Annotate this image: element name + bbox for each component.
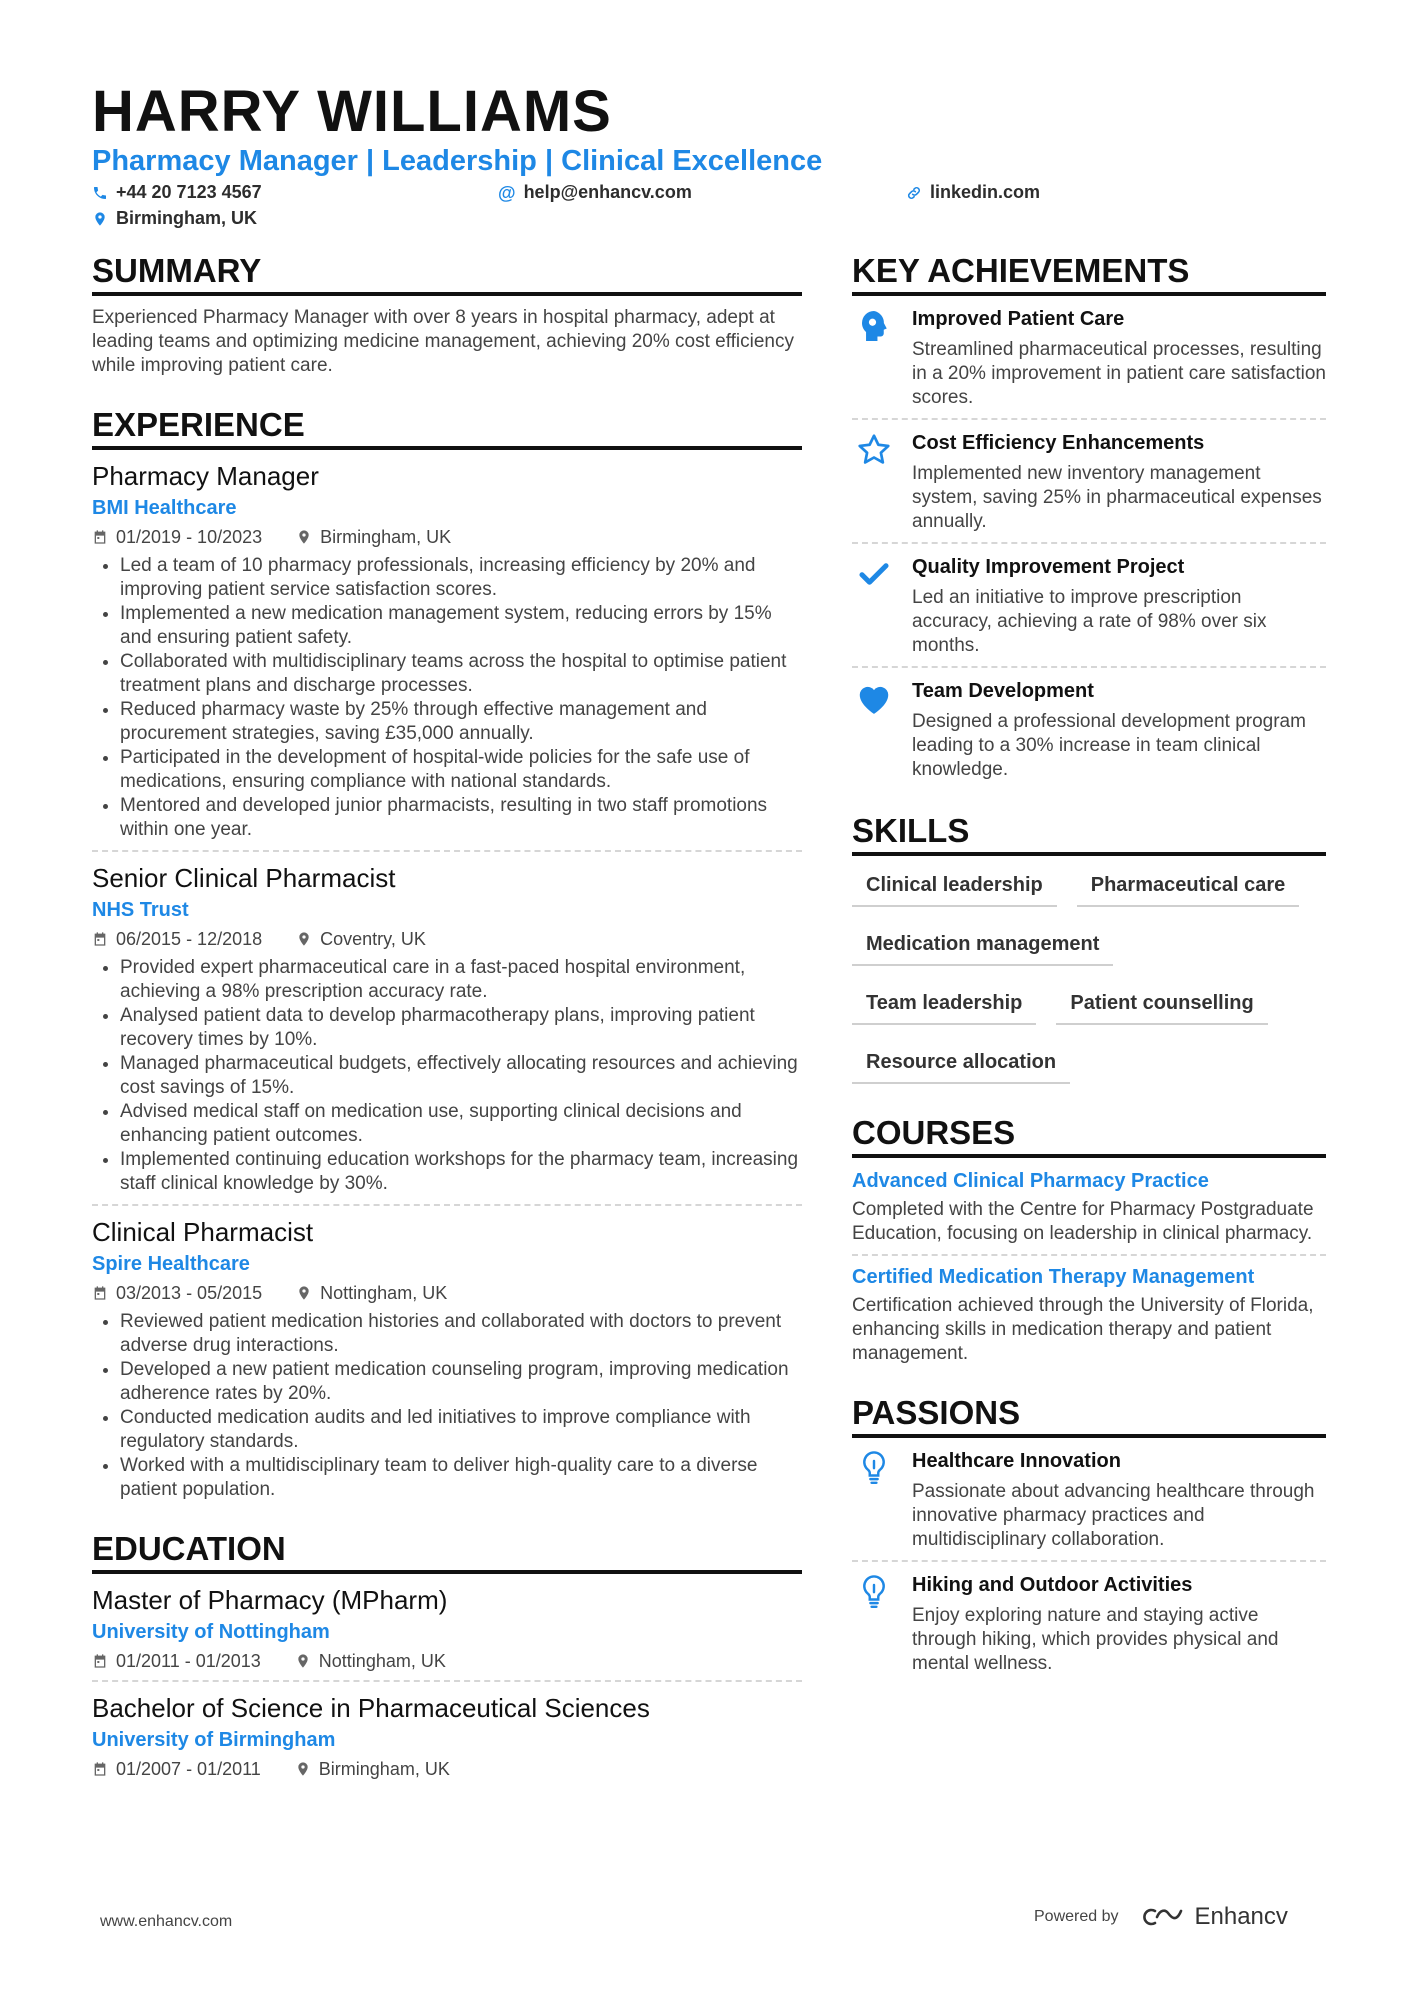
- education-location: Birmingham, UK: [318, 1759, 450, 1779]
- company-name: Spire Healthcare: [92, 1253, 250, 1275]
- achievement-item: [852, 296, 1326, 418]
- education-section: [92, 1530, 802, 1780]
- location-pin-icon: [295, 1761, 311, 1777]
- star-icon: [856, 432, 892, 468]
- education-dates: 01/2007 - 01/2011: [116, 1759, 261, 1779]
- job-title: Clinical Pharmacist: [92, 1217, 314, 1247]
- job-location: Birmingham, UK: [320, 527, 452, 547]
- job-meta: [92, 1282, 802, 1304]
- achievement-title: Cost Efficiency Enhancements: [912, 432, 1205, 454]
- company-name: BMI Healthcare: [92, 497, 237, 519]
- experience-section: [92, 406, 802, 1502]
- calendar-icon: [92, 1761, 108, 1777]
- email-text[interactable]: help@enhancv.com: [523, 182, 692, 202]
- divider: [92, 1204, 802, 1206]
- job-title: Senior Clinical Pharmacist: [92, 863, 396, 893]
- experience-item: [92, 460, 802, 852]
- course-title: Certified Medication Therapy Management: [852, 1266, 1255, 1288]
- bullet-item: • Developed a new patient medication counseling program, improving medication adherence rates by 20%.: [120, 1358, 802, 1406]
- achievement-desc: Designed a professional development program leading to a 30% increase in team clinical knowledge.: [912, 711, 1306, 780]
- lightbulb-icon: [859, 1574, 889, 1608]
- job-title: Pharmacy Manager: [92, 461, 319, 491]
- education-meta: [92, 1650, 802, 1672]
- location-pin-icon: [92, 211, 108, 227]
- calendar-icon: [92, 529, 108, 545]
- headline: Pharmacy Manager | Leadership | Clinical Excellence: [92, 145, 823, 177]
- achievements-section: [852, 252, 1326, 790]
- passion-item: [852, 1562, 1326, 1684]
- contact-phone: [92, 182, 262, 203]
- calendar-icon: [92, 1653, 108, 1669]
- candidate-name: HARRY WILLIAMS: [92, 79, 612, 144]
- location-pin-icon: [295, 1653, 311, 1669]
- at-icon: @: [498, 182, 516, 203]
- skill-tag: Team leadership: [852, 988, 1036, 1025]
- company-name: NHS Trust: [92, 899, 189, 921]
- bullet-item: • Worked with a multidisciplinary team to deliver high-quality care to a diverse patient population.: [120, 1454, 802, 1502]
- course-title: Advanced Clinical Pharmacy Practice: [852, 1170, 1209, 1192]
- passions-section: [852, 1394, 1326, 1684]
- job-dates: 03/2013 - 05/2015: [116, 1283, 263, 1303]
- footer-branding: [1034, 1903, 1288, 1931]
- bullet-item: • Led a team of 10 pharmacy professionals, increasing efficiency by 20% and improving patient service satisfaction scores.: [120, 554, 802, 602]
- passion-title: Healthcare Innovation: [912, 1450, 1121, 1472]
- education-heading: EDUCATION: [92, 1530, 802, 1574]
- school-name: University of Birmingham: [92, 1729, 336, 1751]
- phone-text: +44 20 7123 4567: [116, 182, 262, 202]
- course-item: [852, 1158, 1326, 1246]
- summary-section: [92, 252, 802, 378]
- job-location: Nottingham, UK: [320, 1283, 448, 1303]
- achievement-title: Quality Improvement Project: [912, 556, 1185, 578]
- achievements-heading: KEY ACHIEVEMENTS: [852, 252, 1326, 296]
- achievement-item: [852, 420, 1326, 542]
- footer-website[interactable]: www.enhancv.com: [100, 1913, 233, 1930]
- phone-icon: [92, 185, 108, 201]
- bullet-item: • Reduced pharmacy waste by 25% through effective management and procurement strategies, saving £35,000 annually.: [120, 698, 802, 746]
- bullet-item: • Managed pharmaceutical budgets, effectively allocating resources and achieving cost savings of 15%.: [120, 1052, 802, 1100]
- left-column: [92, 252, 802, 1780]
- lightbulb-icon: [859, 1450, 889, 1484]
- achievement-desc: Streamlined pharmaceutical processes, resulting in a 20% improvement in patient care satisfaction scores.: [912, 339, 1326, 408]
- experience-item: [92, 1216, 802, 1502]
- degree-title: Master of Pharmacy (MPharm): [92, 1585, 448, 1615]
- experience-heading: EXPERIENCE: [92, 406, 802, 450]
- right-column: [852, 252, 1326, 1684]
- skill-tag: Pharmaceutical care: [1077, 870, 1300, 907]
- summary-heading: SUMMARY: [92, 252, 802, 296]
- courses-section: [852, 1114, 1326, 1366]
- skill-tag: Resource allocation: [852, 1047, 1070, 1084]
- achievement-title: Team Development: [912, 680, 1094, 702]
- location-pin-icon: [296, 1285, 312, 1301]
- bullet-item: • Participated in the development of hospital-wide policies for the safe use of medications, ensuring compliance with national standards.: [120, 746, 802, 794]
- degree-title: Bachelor of Science in Pharmaceutical Sciences: [92, 1693, 650, 1723]
- calendar-icon: [92, 931, 108, 947]
- brand-logo[interactable]: [1141, 1903, 1288, 1931]
- education-meta: [92, 1758, 802, 1780]
- heart-icon: [855, 680, 893, 716]
- passion-desc: Passionate about advancing healthcare through innovative pharmacy practices and multidisciplinary collaboration.: [912, 1481, 1315, 1550]
- education-dates: 01/2011 - 01/2013: [116, 1651, 261, 1671]
- passion-desc: Enjoy exploring nature and staying active through hiking, which provides physical and mental wellness.: [912, 1605, 1279, 1674]
- education-location: Nottingham, UK: [318, 1651, 446, 1671]
- enhancv-logo-icon: [1141, 1905, 1187, 1929]
- job-bullets: [92, 1310, 802, 1502]
- job-location: Coventry, UK: [320, 929, 426, 949]
- skill-tag: Medication management: [852, 929, 1113, 966]
- job-dates: 01/2019 - 10/2023: [116, 527, 263, 547]
- skills-section: [852, 812, 1326, 1084]
- bullet-item: • Reviewed patient medication histories and collaborated with doctors to prevent adverse drug interactions.: [120, 1310, 802, 1358]
- linkedin-text[interactable]: linkedin.com: [930, 182, 1041, 202]
- bullet-item: • Advised medical staff on medication use, supporting clinical decisions and enhancing patient outcomes.: [120, 1100, 802, 1148]
- bullet-item: • Implemented continuing education workshops for the pharmacy team, increasing staff clinical knowledge by 30%.: [120, 1148, 802, 1196]
- skills-heading: SKILLS: [852, 812, 1326, 856]
- bullet-item: • Implemented a new medication management system, reducing errors by 15% and ensuring patient safety.: [120, 602, 802, 650]
- education-item: [92, 1692, 802, 1780]
- skills-list: [852, 870, 1326, 1084]
- head-icon: [856, 308, 892, 344]
- bullet-item: • Analysed patient data to develop pharmacotherapy plans, improving patient recovery times by 10%.: [120, 1004, 802, 1052]
- location-text: Birmingham, UK: [116, 208, 258, 228]
- location-pin-icon: [296, 529, 312, 545]
- powered-by-label: Powered by: [1034, 1908, 1119, 1925]
- brand-name: Enhancv: [1194, 1903, 1288, 1930]
- course-desc: Completed with the Centre for Pharmacy Postgraduate Education, focusing on leadership in clinical pharmacy.: [852, 1199, 1314, 1244]
- link-icon: [906, 185, 922, 201]
- contact-location: [92, 208, 257, 229]
- course-item: [852, 1256, 1326, 1366]
- education-item: [92, 1584, 802, 1682]
- location-pin-icon: [296, 931, 312, 947]
- school-name: University of Nottingham: [92, 1621, 330, 1643]
- courses-heading: COURSES: [852, 1114, 1326, 1158]
- achievement-desc: Led an initiative to improve prescription accuracy, achieving a rate of 98% over six months.: [912, 587, 1267, 656]
- bullet-item: • Conducted medication audits and led initiatives to improve compliance with regulatory standards.: [120, 1406, 802, 1454]
- job-meta: [92, 928, 802, 950]
- divider: [92, 1680, 802, 1682]
- contact-linkedin[interactable]: [906, 182, 1040, 203]
- bullet-item: • Provided expert pharmaceutical care in a fast-paced hospital environment, achieving a 98% prescription accuracy rate.: [120, 956, 802, 1004]
- divider: [92, 850, 802, 852]
- job-bullets: [92, 956, 802, 1196]
- summary-text: Experienced Pharmacy Manager with over 8 years in hospital pharmacy, adept at leading teams and optimizing medicine management, achieving 20% cost efficiency while improving patient care.: [92, 307, 794, 376]
- job-dates: 06/2015 - 12/2018: [116, 929, 263, 949]
- job-meta: [92, 526, 802, 548]
- passions-heading: PASSIONS: [852, 1394, 1326, 1438]
- bullet-item: • Mentored and developed junior pharmacists, resulting in two staff promotions within one year.: [120, 794, 802, 842]
- contact-email[interactable]: [498, 182, 692, 203]
- job-bullets: [92, 554, 802, 842]
- achievement-desc: Implemented new inventory management system, saving 25% in pharmaceutical expenses annually.: [912, 463, 1322, 532]
- achievement-item: [852, 668, 1326, 790]
- skill-tag: Clinical leadership: [852, 870, 1057, 907]
- achievement-item: [852, 544, 1326, 666]
- check-icon: [856, 556, 892, 592]
- course-desc: Certification achieved through the University of Florida, enhancing skills in medication therapy and patient management.: [852, 1295, 1314, 1364]
- skill-tag: Patient counselling: [1056, 988, 1267, 1025]
- passion-item: [852, 1438, 1326, 1560]
- passion-title: Hiking and Outdoor Activities: [912, 1574, 1193, 1596]
- experience-item: [92, 862, 802, 1206]
- achievement-title: Improved Patient Care: [912, 308, 1125, 330]
- bullet-item: • Collaborated with multidisciplinary teams across the hospital to optimise patient treatment plans and discharge processes.: [120, 650, 802, 698]
- calendar-icon: [92, 1285, 108, 1301]
